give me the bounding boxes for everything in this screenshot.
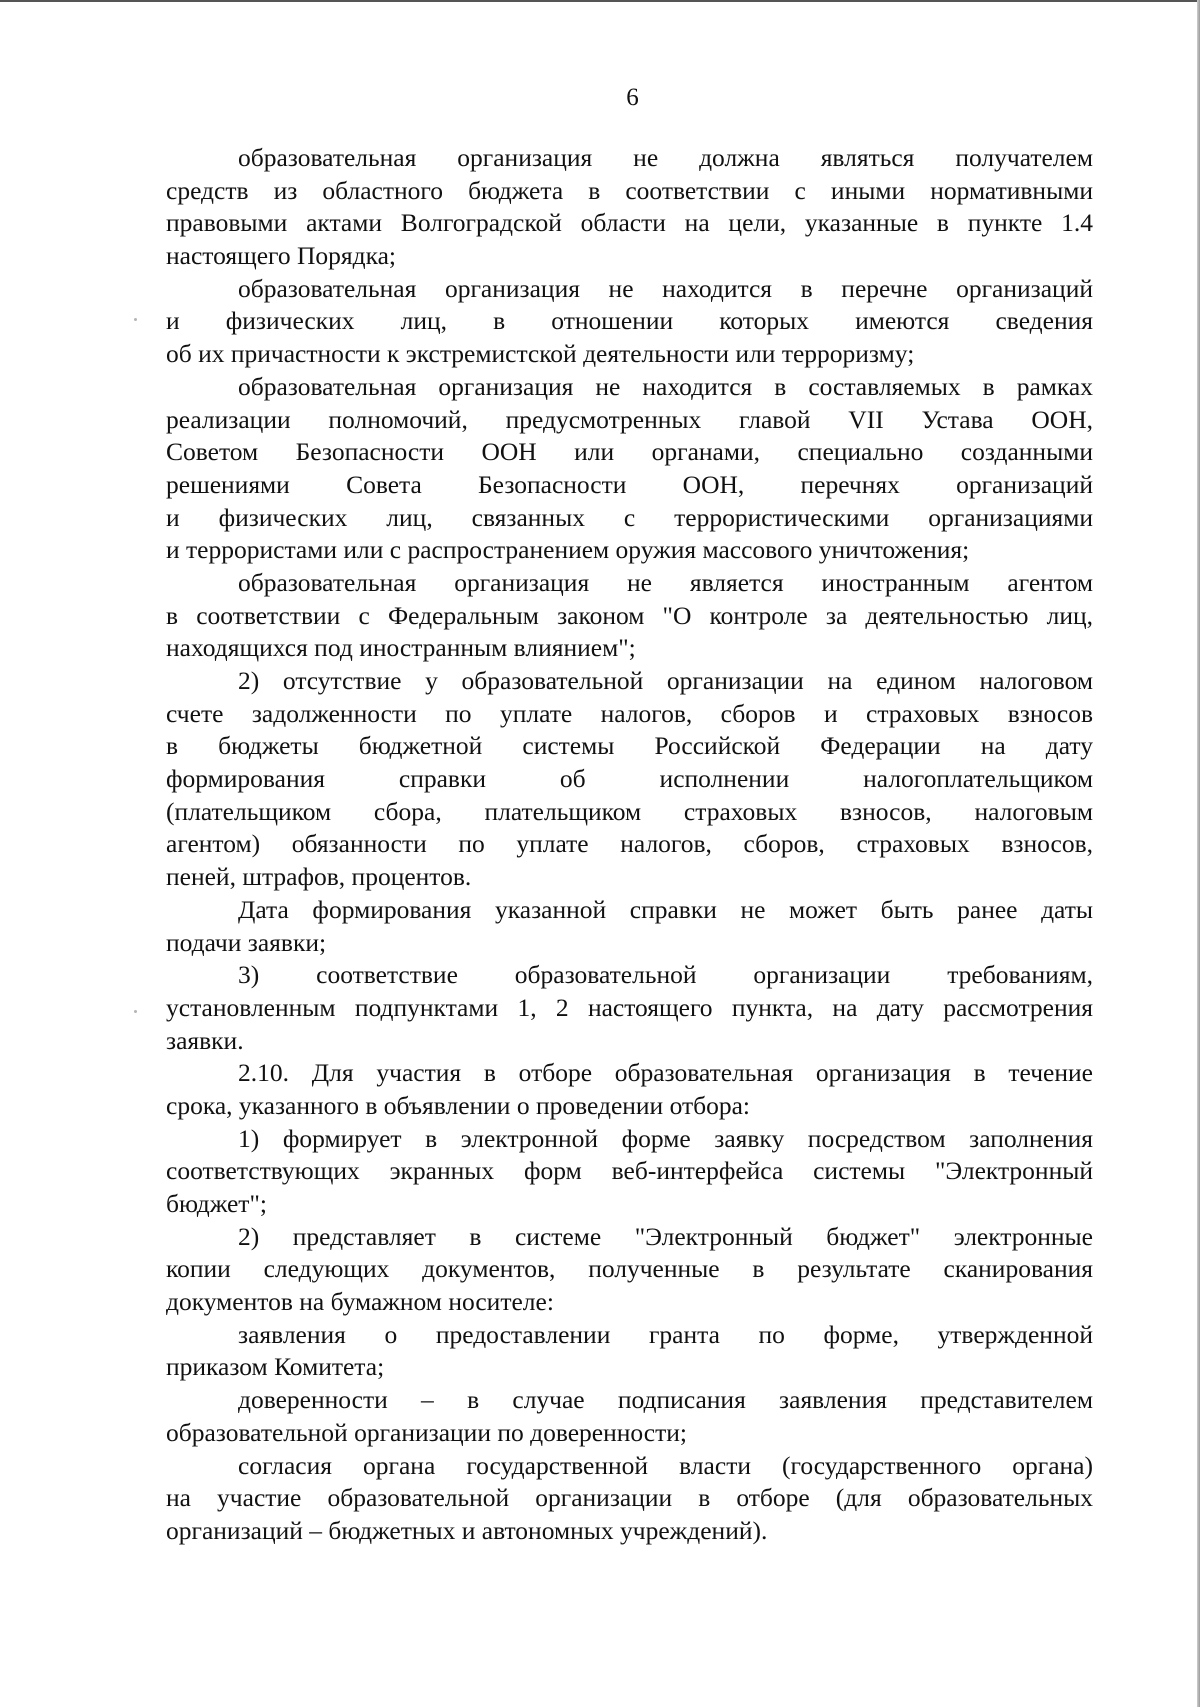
text-line: 1) формирует в электронной форме заявку посредством заполнения	[238, 1123, 1093, 1153]
text-line: установленным подпунктами 1, 2 настоящего пункта, на дату рассмотрения	[166, 992, 1093, 1022]
text-line: образовательная организация не находится в составляемых в рамках	[238, 371, 1093, 401]
text-line: 2.10. Для участия в отборе образовательная организация в течение	[238, 1058, 1093, 1088]
text-line: пеней, штрафов, процентов.	[166, 862, 472, 892]
text-line: в соответствии с Федеральным законом "О контроле за деятельностью лиц,	[166, 600, 1093, 630]
text-line: бюджет";	[166, 1189, 267, 1218]
text-line: Дата формирования указанной справки не может быть ранее даты	[238, 894, 1093, 924]
text-line: средств из областного бюджета в соответствии с иными нормативными	[166, 175, 1093, 205]
text-line: документов на бумажном носителе:	[166, 1287, 554, 1317]
text-line: доверенности – в случае подписания заявления представителем	[238, 1385, 1093, 1415]
text-line: согласия органа государственной власти (государственного органа)	[238, 1450, 1093, 1480]
text-line: формирования справки об исполнении налогоплательщиком	[166, 764, 1093, 794]
text-line: образовательной организации по доверенности;	[166, 1417, 687, 1447]
text-line: счете задолженности по уплате налогов, сборов и страховых взносов	[166, 698, 1093, 728]
text-line: подачи заявки;	[166, 927, 327, 957]
text-line: решениями Совета Безопасности ООН, перечнях организаций	[166, 469, 1093, 499]
text-line: об их причастности к экстремистской деятельности или терроризму;	[166, 339, 915, 369]
page-number: 6	[626, 84, 639, 111]
text-line: копии следующих документов, полученные в результате сканирования	[166, 1254, 1093, 1284]
text-line: реализации полномочий, предусмотренных главой VII Устава ООН,	[166, 404, 1093, 434]
margin-dot	[134, 318, 137, 321]
text-line: срока, указанного в объявлении о проведении отбора:	[166, 1090, 751, 1120]
text-line: настоящего Порядка;	[166, 241, 397, 271]
scan-edge-top	[0, 0, 1200, 2]
text-line: и террористами или с распространением оружия массового уничтожения;	[166, 535, 970, 565]
text-line: заявки.	[166, 1025, 244, 1055]
text-line: в бюджеты бюджетной системы Российской Федерации на дату	[166, 731, 1093, 761]
text-line: (плательщиком сбора, плательщиком страховых взносов, налоговым	[166, 796, 1093, 826]
margin-dot	[134, 1010, 137, 1013]
text-line: соответствующих экранных форм веб-интерфейса системы "Электронный	[166, 1156, 1093, 1186]
text-line: образовательная организация не является иностранным агентом	[238, 567, 1093, 597]
text-line: приказом Комитета;	[166, 1352, 385, 1382]
text-line: заявления о предоставлении гранта по форме, утвержденной	[238, 1319, 1093, 1349]
text-line: 2) представляет в системе "Электронный бюджет" электронные	[238, 1221, 1093, 1251]
document-body	[166, 142, 1093, 1548]
text-line: 3) соответствие образовательной организации требованиям,	[238, 960, 1093, 990]
text-line: образовательная организация не находится в перечне организаций	[238, 273, 1093, 303]
text-line: и физических лиц, в отношении которых имеются сведения	[166, 306, 1093, 336]
text-line: организаций – бюджетных и автономных учреждений).	[166, 1515, 768, 1545]
text-line: 2) отсутствие у образовательной организации на едином налоговом	[238, 666, 1093, 695]
text-line: агентом) обязанности по уплате налогов, сборов, страховых взносов,	[166, 829, 1093, 859]
text-line: на участие образовательной организации в отборе (для образовательных	[166, 1483, 1093, 1513]
text-line: находящихся под иностранным влиянием";	[166, 633, 636, 663]
text-line: правовыми актами Волгоградской области на цели, указанные в пункте 1.4	[166, 208, 1093, 238]
text-line: Советом Безопасности ООН или органами, специально созданными	[166, 437, 1093, 467]
text-line: образовательная организация не должна являться получателем	[238, 143, 1093, 172]
text-line: и физических лиц, связанных с террористическими организациями	[166, 502, 1093, 532]
